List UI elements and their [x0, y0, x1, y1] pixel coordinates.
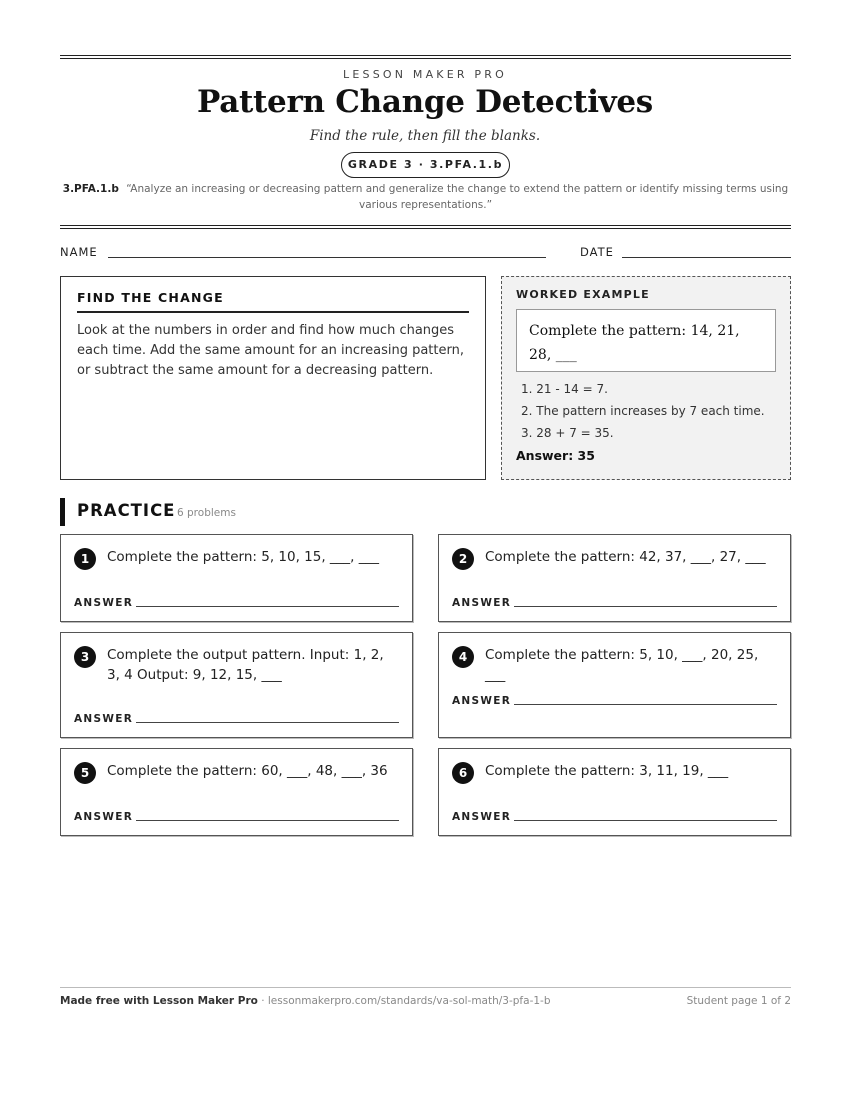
name-label: NAME — [60, 245, 98, 259]
practice-accent-bar — [60, 498, 65, 526]
problem-text: Complete the pattern: 3, 11, 19, ___ — [485, 763, 729, 779]
worked-example-step: 1. 21 - 14 = 7. — [521, 382, 608, 396]
worked-example-step: 3. 28 + 7 = 35. — [521, 426, 614, 440]
worked-example-answer: Answer: 35 — [516, 448, 595, 463]
problem-text: Complete the pattern: 5, 10, 15, ___, ___ — [107, 549, 380, 565]
problem-text: Complete the pattern: 60, ___, 48, ___, 36 — [107, 763, 388, 779]
answer-line[interactable] — [136, 606, 399, 607]
worked-example-step: 2. The pattern increases by 7 each time. — [521, 404, 765, 418]
problem-card-3 — [60, 632, 413, 738]
problem-card-6 — [438, 748, 791, 836]
grade-badge: GRADE 3 · 3.PFA.1.b — [341, 152, 510, 178]
standard-description — [60, 181, 791, 213]
problem-card-4 — [438, 632, 791, 738]
footer-credit — [60, 995, 551, 1007]
problem-number-badge: 6 — [452, 762, 474, 784]
footer-separator: · — [257, 995, 268, 1007]
problem-card-1 — [60, 534, 413, 622]
problem-number-badge: 3 — [74, 646, 96, 668]
standard-text: “Analyze an increasing or decreasing pattern and generalize the change to extend the pattern or identify missing terms using various representations.” — [126, 183, 789, 211]
problem-number-badge: 4 — [452, 646, 474, 668]
find-the-change-body: Look at the numbers in order and find how much changes each time. Add the same amount for an increasing pattern, or subtract the same amount for a decreasing pattern. — [77, 323, 464, 378]
footer-rule — [60, 987, 791, 988]
problem-text: Complete the output pattern. Input: 1, 2, 3, 4 Output: 9, 12, 15, ___ — [107, 647, 384, 683]
footer-page-number: Student page 1 of 2 — [686, 995, 791, 1007]
answer-label: ANSWER — [74, 597, 134, 609]
date-field-line[interactable] — [622, 257, 791, 258]
problem-number-badge: 2 — [452, 548, 474, 570]
header-bottom-rule — [60, 225, 791, 229]
worksheet-subtitle: Find the rule, then fill the blanks. — [309, 128, 541, 144]
answer-label: ANSWER — [452, 695, 512, 707]
answer-line[interactable] — [136, 722, 399, 723]
worked-example-steps — [516, 378, 776, 444]
problem-text: Complete the pattern: 42, 37, ___, 27, ___ — [485, 549, 766, 565]
worked-example-heading: WORKED EXAMPLE — [516, 288, 650, 301]
header-top-rule — [60, 55, 791, 59]
answer-label: ANSWER — [452, 597, 512, 609]
practice-count: 6 problems — [177, 507, 236, 519]
name-field-line[interactable] — [108, 257, 546, 258]
answer-label: ANSWER — [74, 713, 134, 725]
answer-line[interactable] — [514, 820, 777, 821]
footer-url[interactable]: lessonmakerpro.com/standards/va-sol-math/3-pfa-1-b — [267, 995, 551, 1007]
worked-example-problem: Complete the pattern: 14, 21, 28, ___ — [516, 309, 776, 372]
problem-card-5 — [60, 748, 413, 836]
find-the-change-heading: FIND THE CHANGE — [77, 290, 469, 313]
date-label: DATE — [580, 245, 614, 259]
problem-text: Complete the pattern: 5, 10, ___, 20, 25, ___ — [485, 647, 759, 683]
worksheet-title: Pattern Change Detectives — [197, 84, 653, 120]
problem-card-2 — [438, 534, 791, 622]
footer-made-with: Made free with Lesson Maker Pro — [60, 995, 258, 1007]
answer-line[interactable] — [514, 606, 777, 607]
standard-code: 3.PFA.1.b — [62, 183, 119, 195]
answer-line[interactable] — [514, 704, 777, 705]
answer-line[interactable] — [136, 820, 399, 821]
practice-title: PRACTICE — [77, 501, 176, 520]
answer-label: ANSWER — [74, 811, 134, 823]
problem-number-badge: 1 — [74, 548, 96, 570]
find-the-change-box — [60, 276, 486, 480]
worked-example-box — [501, 276, 791, 480]
answer-label: ANSWER — [452, 811, 512, 823]
problem-number-badge: 5 — [74, 762, 96, 784]
brand-name: LESSON MAKER PRO — [343, 68, 507, 81]
